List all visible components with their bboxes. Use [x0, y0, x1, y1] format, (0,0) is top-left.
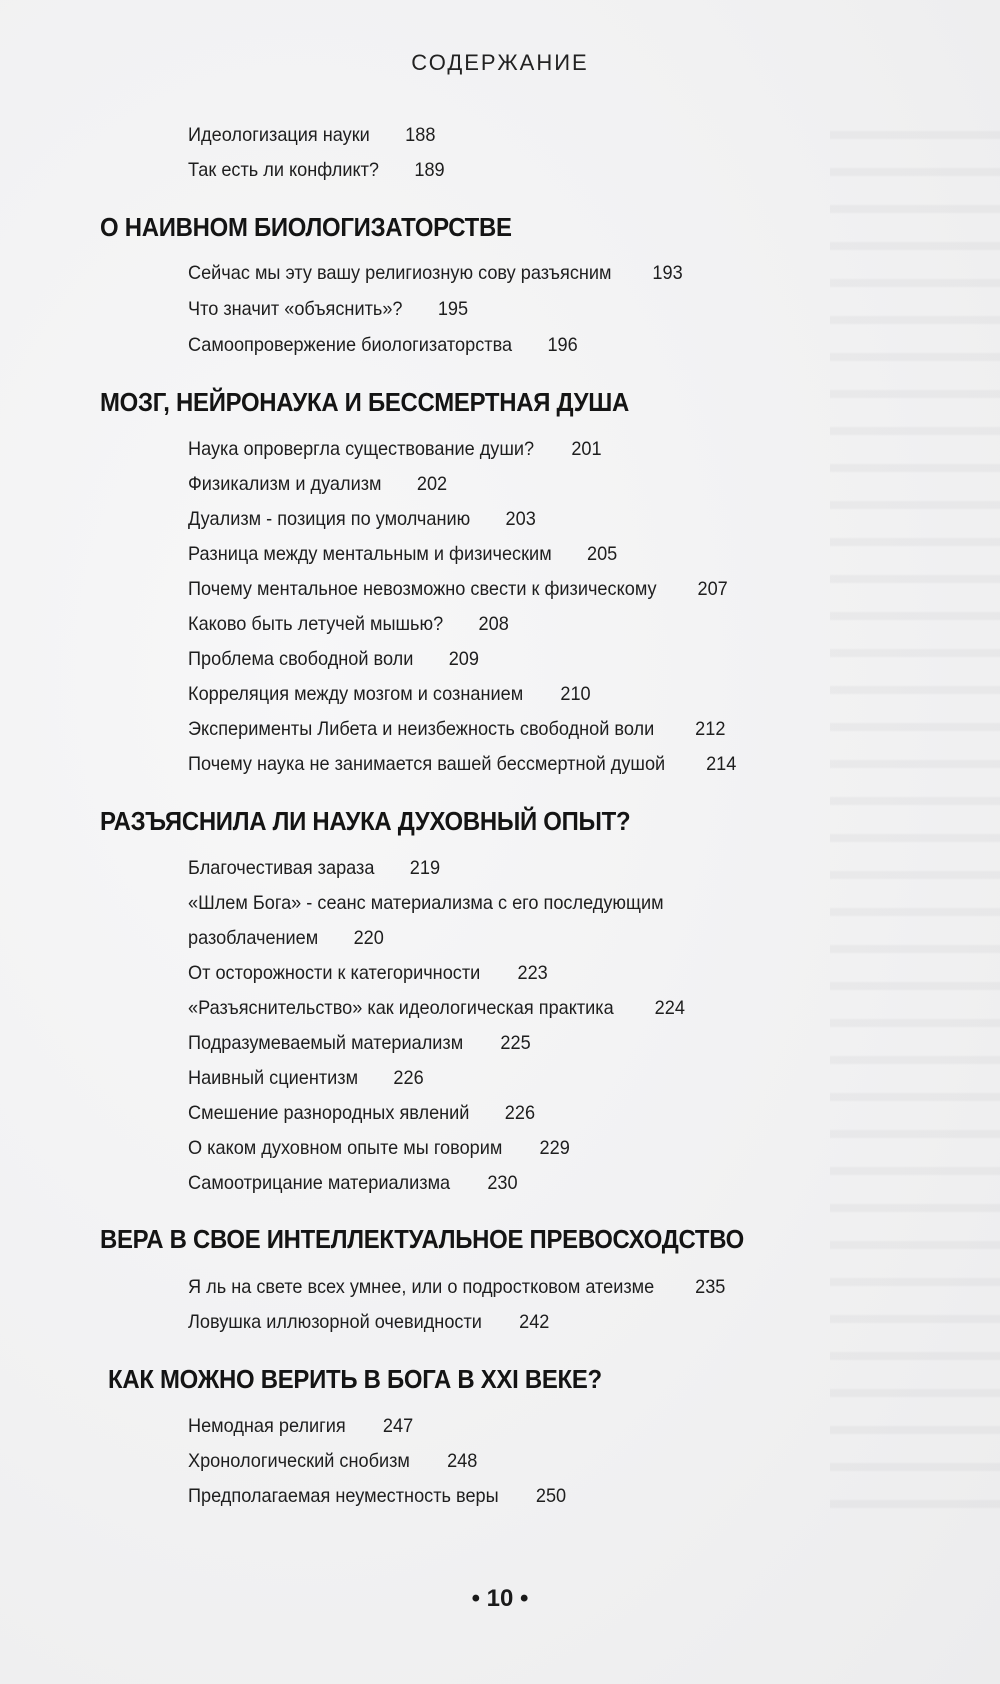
toc-entry-title: «Разъяснительство» как идеологическая практика — [188, 997, 614, 1019]
toc-entry-title: Почему ментальное невозможно свести к физическому — [188, 578, 657, 600]
toc-entry-title: Разница между ментальным и физическим — [188, 543, 552, 565]
toc-entry-title: Так есть ли конфликт? — [188, 159, 380, 181]
toc-entry-page: 220 — [353, 927, 384, 949]
toc-section-title: МОЗГ, НЕЙРОНАУКА И БЕССМЕРТНАЯ ДУША — [100, 387, 629, 417]
toc-entry — [188, 1415, 413, 1438]
toc-section-title: РАЗЪЯСНИЛА ЛИ НАУКА ДУХОВНЫЙ ОПЫТ? — [100, 806, 631, 836]
toc-section-title: О НАИВНОМ БИОЛОГИЗАТОРСТВЕ — [100, 212, 512, 242]
toc-entry — [188, 753, 736, 776]
toc-entry — [188, 508, 536, 531]
toc-entry-page: 207 — [697, 578, 728, 600]
toc-section-title: ВЕРА В СВОЕ ИНТЕЛЛЕКТУАЛЬНОЕ ПРЕВОСХОДСТВО — [100, 1224, 744, 1254]
toc-entry-page: 226 — [393, 1067, 424, 1089]
toc-entry-page: 223 — [517, 962, 548, 984]
reverse-side-bleed-through — [830, 110, 1000, 1510]
toc-entry-page: 193 — [652, 262, 683, 284]
toc-entry-page: 201 — [571, 438, 602, 460]
toc-entry-title: Немодная религия — [188, 1415, 346, 1437]
toc-entry-title: Дуализм - позиция по умолчанию — [188, 508, 471, 530]
toc-entry — [188, 473, 447, 496]
toc-entry — [188, 1485, 566, 1508]
toc-entry-page: 250 — [535, 1485, 567, 1507]
toc-entry — [188, 543, 617, 566]
toc-entry — [188, 578, 728, 601]
toc-entry-page: 247 — [382, 1415, 414, 1437]
toc-entry-title: Физикализм и дуализм — [188, 473, 382, 495]
toc-entry-title: Я ль на свете всех умнее, или о подростковом атеизме — [188, 1276, 655, 1298]
toc-entry-title: Корреляция между мозгом и сознанием — [188, 683, 524, 705]
toc-entry-title: От осторожности к категоричности — [188, 962, 481, 984]
toc-entry — [188, 1172, 518, 1195]
toc-entry — [188, 1450, 477, 1473]
toc-entry-page: 219 — [409, 857, 441, 879]
toc-entry-page: 195 — [437, 298, 469, 320]
toc-entry-page: 224 — [654, 997, 685, 1019]
toc-entry — [188, 718, 725, 741]
page-number: • 10 • — [471, 1585, 529, 1612]
toc-entry — [188, 962, 548, 985]
toc-entry — [188, 1276, 725, 1299]
toc-entry-page: 226 — [504, 1102, 536, 1124]
toc-entry — [188, 438, 602, 461]
toc-entry — [188, 334, 578, 357]
toc-entry-title: Благочестивая зараза — [188, 857, 375, 879]
toc-entry-title: Ловушка иллюзорной очевидности — [188, 1311, 482, 1333]
toc-entry-title: Самоопровержение биологизаторства — [188, 334, 513, 356]
toc-entry-page: 203 — [505, 508, 536, 530]
running-head: СОДЕРЖАНИЕ — [411, 50, 589, 75]
toc-entry — [188, 857, 440, 880]
toc-entry-title: Наивный сциентизм — [188, 1067, 359, 1089]
toc-entry — [188, 613, 509, 636]
toc-entry-title: Наука опровергла существование души? — [188, 438, 535, 460]
toc-entry — [188, 1067, 424, 1090]
toc-entry-title: О каком духовном опыте мы говорим — [188, 1137, 503, 1159]
toc-entry — [188, 1102, 535, 1125]
toc-entry-title: Сейчас мы эту вашу религиозную сову разъясним — [188, 262, 612, 284]
toc-entry — [188, 997, 685, 1020]
toc-entry-page: 196 — [547, 334, 578, 356]
toc-entry-page: 202 — [416, 473, 448, 495]
toc-entry — [188, 892, 664, 915]
toc-entry-page: 214 — [706, 753, 737, 775]
toc-entry — [188, 262, 683, 285]
toc-entry — [188, 1311, 549, 1334]
toc-entry-title: Хронологический снобизм — [188, 1450, 410, 1472]
toc-entry-page: 230 — [487, 1172, 518, 1194]
toc-entry-title: Каково быть летучей мышью? — [188, 613, 444, 635]
toc-entry-title: Идеологизация науки — [188, 124, 370, 146]
toc-entry-page: 188 — [405, 124, 436, 146]
toc-entry — [188, 159, 445, 182]
toc-entry-title: Эксперименты Либета и неизбежность свободной воли — [188, 718, 655, 740]
toc-entry-page: 235 — [695, 1276, 726, 1298]
toc-entry-page: 209 — [448, 648, 479, 670]
toc-entry-page: 212 — [695, 718, 726, 740]
toc-entry-title: Что значит «объяснить»? — [188, 298, 403, 320]
toc-entry-title: Почему наука не занимается вашей бессмертной душой — [188, 753, 666, 775]
toc-entry-title: Самоотрицание материализма — [188, 1172, 451, 1194]
toc-entry-title: разоблачением — [188, 927, 319, 949]
toc-entry-title: Проблема свободной воли — [188, 648, 414, 670]
toc-entry-page: 229 — [539, 1137, 570, 1159]
toc-entry — [188, 927, 384, 950]
toc-entry — [188, 1137, 570, 1160]
toc-entry-page: 225 — [500, 1032, 531, 1054]
toc-entry-page: 242 — [519, 1311, 550, 1333]
toc-entry-title: Подразумеваемый материализм — [188, 1032, 464, 1054]
toc-entry-page: 248 — [447, 1450, 478, 1472]
toc-entry-title: Смешение разнородных явлений — [188, 1102, 470, 1124]
toc-entry-title: Предполагаемая неуместность веры — [188, 1485, 499, 1507]
toc-entry — [188, 124, 435, 147]
toc-entry-page: 189 — [414, 159, 445, 181]
toc-entry-page: 205 — [586, 543, 618, 565]
toc-section-title: КАК МОЖНО ВЕРИТЬ В БОГА В XXI ВЕКЕ? — [108, 1364, 602, 1394]
toc-entry-page: 208 — [478, 613, 509, 635]
toc-entry-page: 210 — [560, 683, 591, 705]
toc-entry — [188, 1032, 531, 1055]
toc-entry — [188, 648, 479, 671]
toc-entry — [188, 298, 468, 321]
toc-entry-title: «Шлем Бога» - сеанс материализма с его последующим — [188, 892, 664, 914]
toc-entry — [188, 683, 591, 706]
